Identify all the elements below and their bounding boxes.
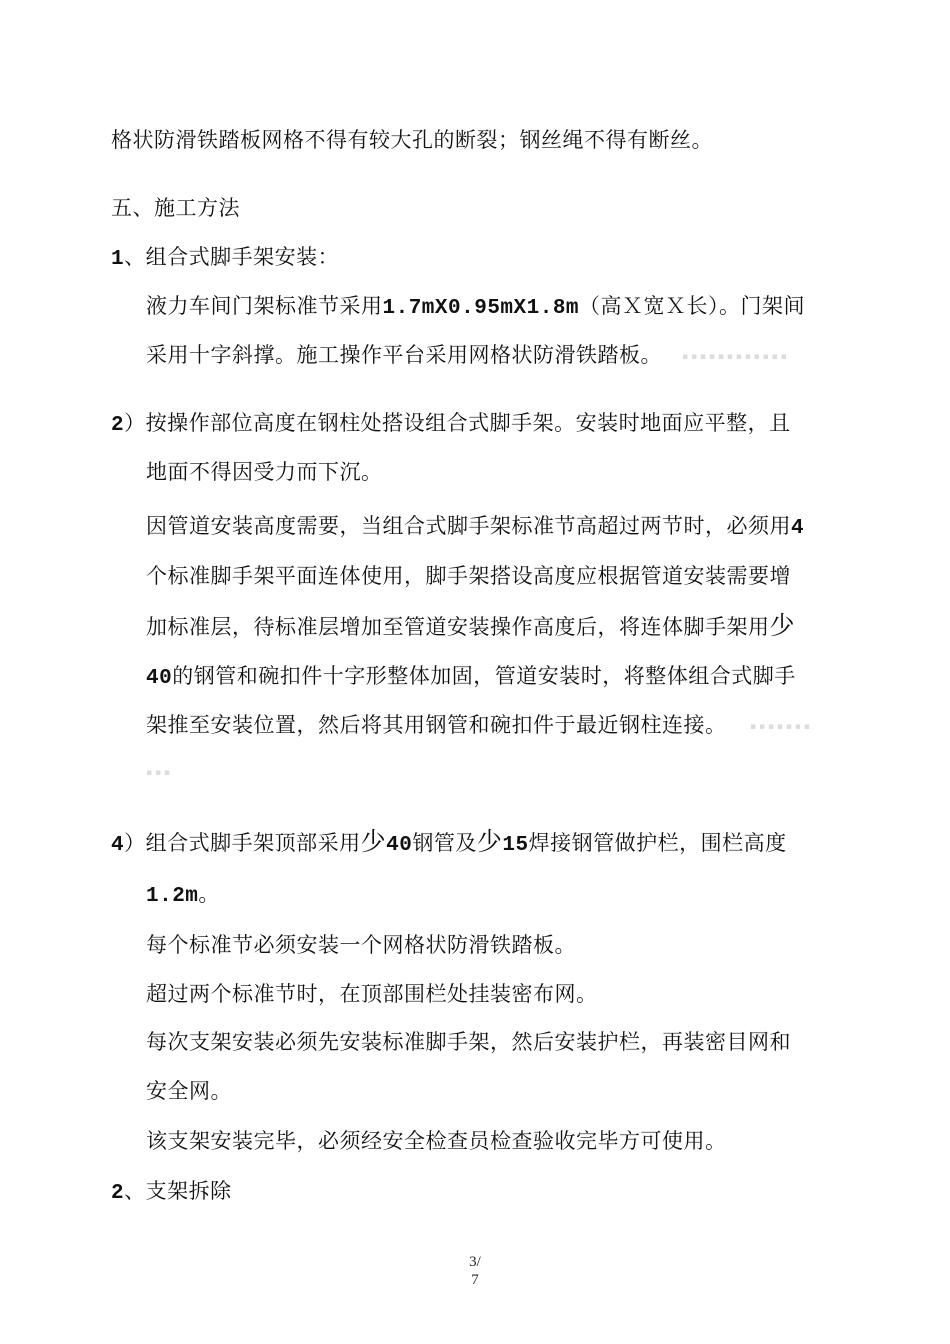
diameter-symbol: 少 bbox=[769, 611, 796, 640]
item-number: 4 bbox=[111, 834, 125, 857]
paragraph-line-12: 架推至安装位置，然后将其用钢管和碗扣件于最近钢柱连接。 bbox=[146, 713, 727, 737]
diameter-symbol: 少 bbox=[476, 827, 503, 856]
subheading-support-removal bbox=[111, 1177, 232, 1208]
number-value: 40 bbox=[146, 667, 173, 690]
text-segment: 加标准层，待标准层增加至管道安装操作高度后，将连体脚手架用 bbox=[146, 615, 770, 639]
height-value: 1.2m bbox=[146, 885, 199, 908]
text-segment: 液力车间门架标准节采用 bbox=[146, 294, 383, 318]
text-segment: 的钢管和碗扣件十字形整体加固，管道安装时，将整体组合式脚手 bbox=[172, 664, 796, 688]
text-segment: 。 bbox=[198, 882, 220, 906]
item-text: 、支架拆除 bbox=[124, 1179, 232, 1203]
paragraph-line-9: 个标准脚手架平面连体使用，脚手架搭设高度应根据管道安装需要增 bbox=[146, 564, 791, 588]
text-segment: （高Ｘ宽Ｘ长）。门架间 bbox=[579, 294, 806, 318]
page-number-current: 3/ bbox=[469, 1254, 481, 1270]
number-value: 15 bbox=[502, 834, 529, 857]
item-number: 1 bbox=[111, 248, 125, 271]
faint-watermark-text: ▪ ▪ ▪ ▪ ▪ ▪ ▪ bbox=[750, 722, 810, 732]
text-segment: 焊接钢管做护栏，围栏高度 bbox=[528, 831, 787, 855]
item-2-line-1 bbox=[111, 409, 791, 440]
faint-watermark-text: ▪ ▪ ▪ ▪ ▪ ▪ ▪ ▪ ▪ ▪ ▪ ▪ bbox=[682, 352, 787, 362]
paragraph-line-8 bbox=[146, 512, 804, 543]
text-segment: ）组合式脚手架顶部采用 bbox=[124, 831, 361, 855]
paragraph-line-1: 格状防滑铁踏板网格不得有较大孔的断裂；钢丝绳不得有断丝。 bbox=[111, 128, 713, 152]
subheading-scaffold-installation bbox=[111, 243, 339, 274]
faint-watermark-text: ▪ ▪ ▪ bbox=[146, 768, 171, 778]
paragraph-line-19: 该支架安装完毕，必须经安全检查员检查验收完毕方可使用。 bbox=[146, 1129, 727, 1153]
section-heading-construction-method: 五、施工方法 bbox=[111, 196, 240, 220]
paragraph-line-15: 每个标准节必须安装一个网格状防滑铁踏板。 bbox=[146, 933, 576, 957]
dimension-value: 1.7mX0.95mX1.8m bbox=[382, 297, 580, 320]
number-value: 4 bbox=[791, 517, 805, 540]
number-value: 40 bbox=[386, 834, 413, 857]
item-4-line-2 bbox=[146, 880, 220, 911]
item-text: 、组合式脚手架安装： bbox=[124, 245, 340, 269]
paragraph-line-18: 安全网。 bbox=[146, 1079, 232, 1103]
page-number-total: 7 bbox=[471, 1272, 479, 1288]
paragraph-line-5: 采用十字斜撑。施工操作平台采用网格状防滑铁踏板。 bbox=[146, 343, 662, 367]
paragraph-line-4 bbox=[146, 292, 805, 323]
page-number-footer bbox=[0, 1253, 950, 1289]
diameter-symbol: 少 bbox=[360, 827, 387, 856]
item-number: 2 bbox=[111, 1182, 125, 1205]
item-4-line-1 bbox=[111, 828, 787, 860]
text-segment: 因管道安装高度需要，当组合式脚手架标准节高超过两节时，必须用 bbox=[146, 514, 791, 538]
text-segment: 钢管及 bbox=[412, 831, 477, 855]
paragraph-line-17: 每次支架安装必须先安装标准脚手架，然后安装护栏，再装密目网和 bbox=[146, 1030, 791, 1054]
item-number: 2 bbox=[111, 414, 125, 437]
paragraph-line-11 bbox=[146, 662, 796, 693]
item-2-line-2: 地面不得因受力而下沉。 bbox=[146, 460, 383, 484]
item-text: ）按操作部位高度在钢柱处搭设组合式脚手架。安装时地面应平整，且 bbox=[124, 411, 791, 435]
paragraph-line-16: 超过两个标准节时，在顶部围栏处挂装密布网。 bbox=[146, 982, 598, 1006]
paragraph-line-10 bbox=[146, 612, 795, 641]
